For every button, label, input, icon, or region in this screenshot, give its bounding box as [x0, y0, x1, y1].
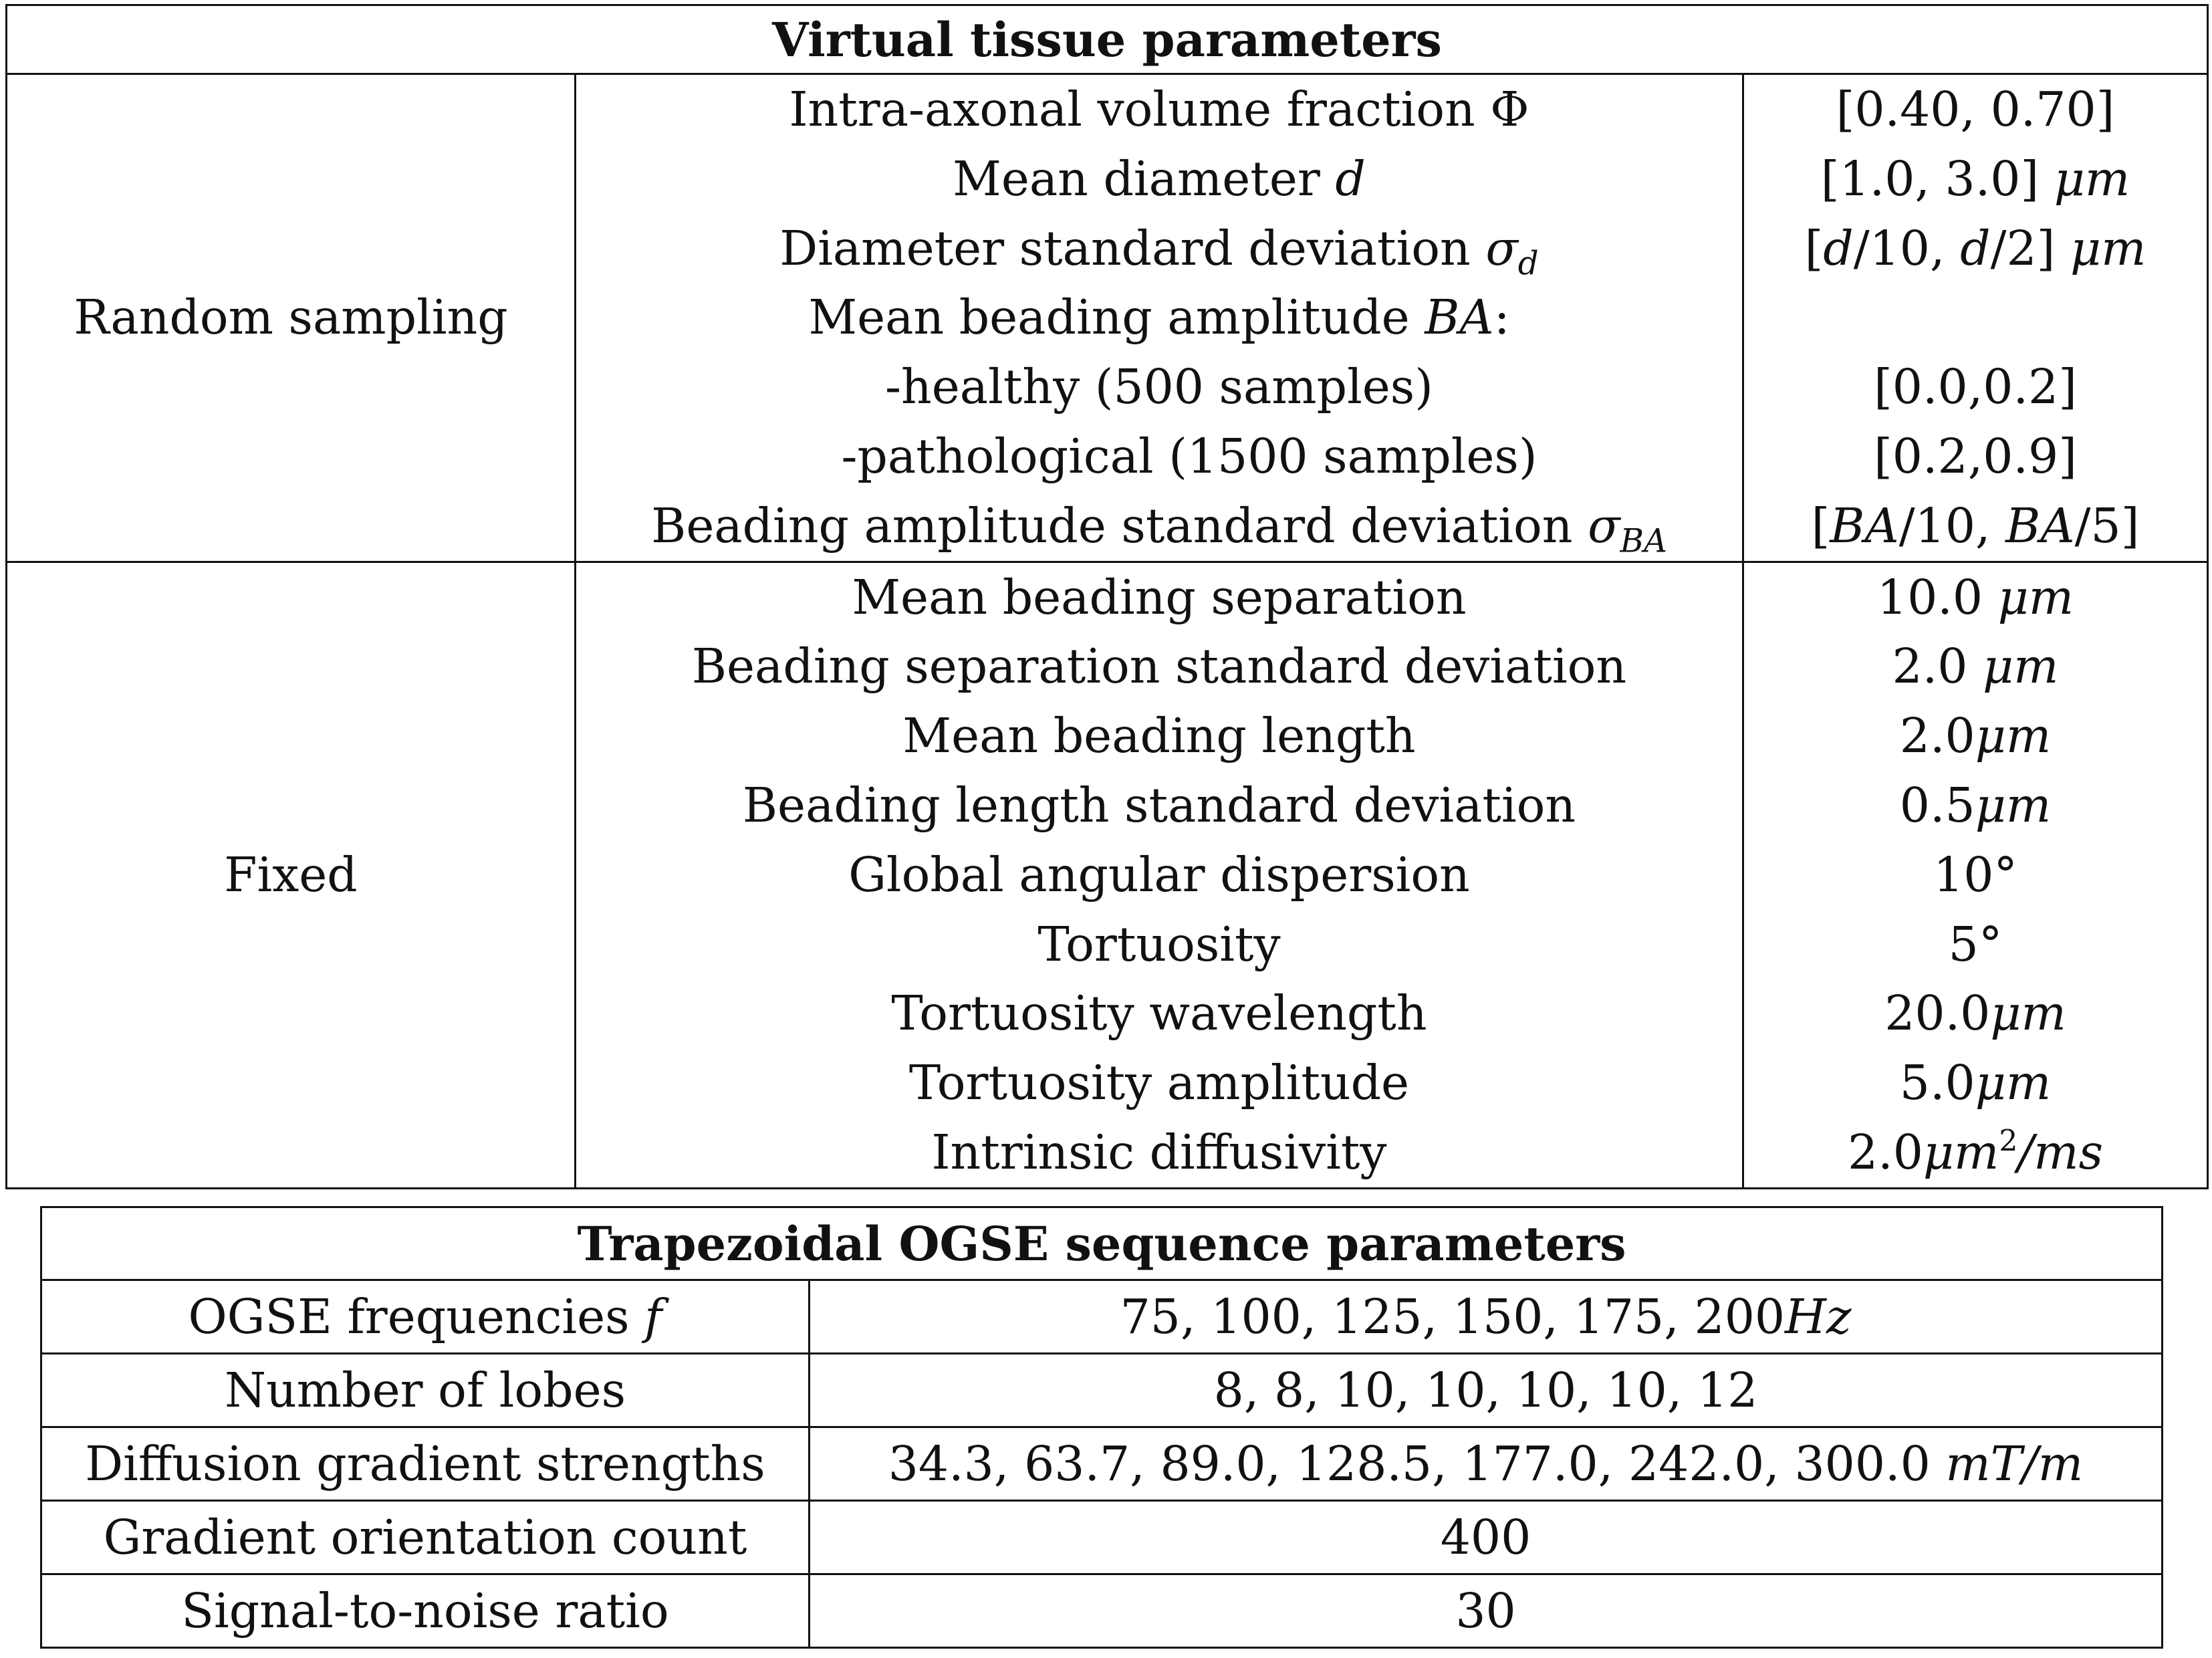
value-healthy: [0.0,0.2] [1874, 359, 2077, 415]
param-diameter-sd: Diameter standard deviation $\sigma_d$ [779, 220, 1539, 283]
param-beading-amplitude-sd: Beading amplitude standard deviation $\sigma_{BA}$ [651, 497, 1667, 560]
param-ogse-frequencies: OGSE frequencies f [41, 1280, 810, 1354]
value-beading-separation-sd: 2.0 μm [1892, 638, 2059, 695]
param-beading-length-sd: Beading length standard deviation [742, 777, 1576, 833]
param-mean-diameter: Mean diameter d [953, 150, 1366, 207]
ogse-title: Trapezoidal OGSE sequence parameters [41, 1207, 2163, 1280]
table-row [41, 1574, 2163, 1648]
param-gradient-orientation-count: Gradient orientation count [41, 1501, 810, 1574]
random-parameter-column [576, 74, 1743, 562]
ogse-table [40, 1206, 2163, 1649]
param-signal-to-noise-ratio: Signal-to-noise ratio [41, 1574, 810, 1648]
value-intrinsic-diffusivity: $2.0\mu m^2/ms$ [1847, 1124, 2104, 1180]
value-mean-diameter: [1.0, 3.0] μm [1820, 150, 2130, 207]
param-intrinsic-diffusivity: Intrinsic diffusivity [931, 1124, 1387, 1180]
random-value-column [1743, 74, 2208, 562]
table-row [41, 1427, 2163, 1501]
param-tortuosity-wavelength: Tortuosity wavelength [891, 985, 1427, 1042]
value-mean-beading-amplitude [1744, 283, 2207, 352]
value-number-of-lobes: 8, 8, 10, 10, 10, 10, 12 [810, 1354, 2163, 1427]
param-number-of-lobes: Number of lobes [41, 1354, 810, 1427]
fixed-label: Fixed [7, 562, 576, 1188]
fixed-value-column [1743, 562, 2208, 1188]
param-mean-beading-amplitude: Mean beading amplitude BA: [808, 289, 1510, 346]
random-sampling-group [7, 74, 2208, 562]
param-volume-fraction: Intra-axonal volume fraction Φ [789, 82, 1529, 137]
virtual-tissue-table [5, 4, 2209, 1189]
value-beading-length-sd: 0.5μm [1899, 777, 2052, 833]
value-gradient-orientation-count: 400 [810, 1501, 2163, 1574]
value-volume-fraction: [0.40, 0.70] [1836, 82, 2115, 137]
fixed-parameter-column [576, 562, 1743, 1188]
value-tortuosity-amplitude: 5.0μm [1899, 1055, 2052, 1111]
fixed-group [7, 562, 2208, 1188]
param-tortuosity-amplitude: Tortuosity amplitude [908, 1055, 1410, 1111]
value-tortuosity: 5° [1948, 916, 2003, 972]
param-healthy: -healthy (500 samples) [885, 359, 1433, 415]
value-beading-amplitude-sd: [BA/10, BA/5] [1811, 497, 2140, 554]
random-sampling-label: Random sampling [7, 74, 576, 562]
param-pathological: -pathological (1500 samples) [841, 428, 1538, 484]
param-mean-beading-separation: Mean beading separation [852, 569, 1467, 625]
value-global-angular-dispersion: 10° [1933, 846, 2017, 903]
value-mean-beading-separation: 10.0 μm [1876, 569, 2074, 625]
table-row [41, 1354, 2163, 1427]
param-diffusion-gradient-strengths: Diffusion gradient strengths [41, 1427, 810, 1501]
value-ogse-frequencies: 75, 100, 125, 150, 175, 200Hz [810, 1280, 2163, 1354]
value-mean-beading-length: 2.0μm [1899, 708, 2052, 764]
value-diffusion-gradient-strengths: 34.3, 63.7, 89.0, 128.5, 177.0, 242.0, 300.0 mT/m [810, 1427, 2163, 1501]
param-beading-separation-sd: Beading separation standard deviation [691, 638, 1627, 695]
param-tortuosity: Tortuosity [1037, 916, 1281, 972]
table-row [41, 1501, 2163, 1574]
value-tortuosity-wavelength: 20.0μm [1884, 985, 2066, 1042]
value-pathological: [0.2,0.9] [1874, 428, 2077, 484]
param-global-angular-dispersion: Global angular dispersion [848, 846, 1470, 903]
virtual-tissue-title: Virtual tissue parameters [7, 5, 2208, 74]
value-signal-to-noise-ratio: 30 [810, 1574, 2163, 1648]
param-mean-beading-length: Mean beading length [902, 708, 1416, 764]
table-row [41, 1280, 2163, 1354]
value-diameter-sd: [d/10, d/2] μm [1804, 220, 2146, 276]
